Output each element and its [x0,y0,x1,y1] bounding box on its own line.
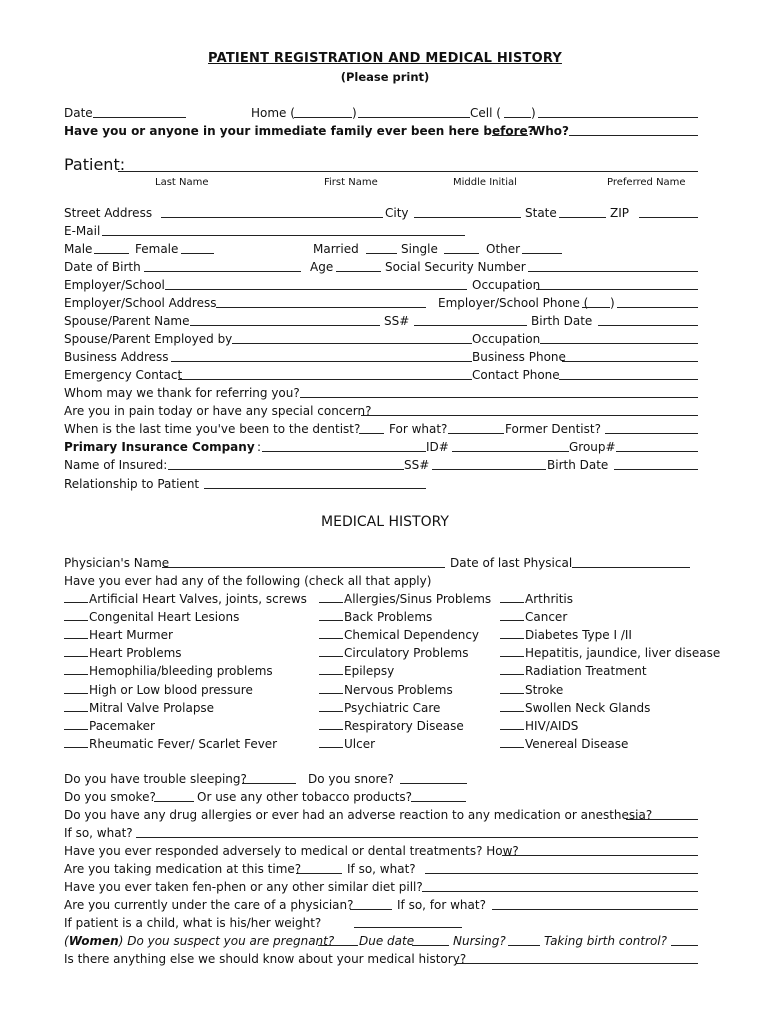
insured-name-field[interactable] [168,469,404,470]
condition-label: Cancer [525,610,568,624]
nursing-field[interactable] [508,945,540,946]
condition-checkbox[interactable] [500,701,524,712]
spouse-name-field[interactable] [190,325,380,326]
employer-field[interactable] [165,289,467,290]
last-dentist-field[interactable] [359,433,384,434]
condition-label: Swollen Neck Glands [525,701,651,715]
spouse-occupation-label: Occupation [472,332,541,346]
women-label: Women [68,934,119,948]
condition-checkbox[interactable] [500,664,524,675]
spouse-name-label: Spouse/Parent Name [64,314,190,328]
condition-item [64,609,334,625]
due-date-label: Due date [359,934,415,948]
email-label: E-Mail [64,224,101,238]
referring-field[interactable] [300,397,698,398]
condition-entry [64,718,155,734]
spouse-row [64,313,704,329]
female-field[interactable] [181,253,214,254]
condition-entry [319,700,440,716]
condition-checkbox[interactable] [319,719,343,730]
group-field[interactable] [616,451,698,452]
condition-checkbox[interactable] [64,664,88,675]
married-label: Married [313,242,359,256]
condition-entry [64,663,273,679]
who-field[interactable] [569,135,698,136]
condition-entry [319,645,468,661]
condition-entry [500,682,563,698]
insured-ss-label: SS# [404,458,430,472]
form-title: PATIENT REGISTRATION AND MEDICAL HISTORY [208,51,562,66]
relationship-label: Relationship to Patient [64,477,200,491]
condition-entry [64,609,239,625]
medication-what-field[interactable] [425,873,698,874]
dob-row [64,259,704,275]
condition-entry [64,736,277,752]
smoke-field[interactable] [154,801,194,802]
condition-checkbox[interactable] [64,592,88,603]
street-label: Street Address [64,206,153,220]
women-open-paren: ( [64,934,69,948]
condition-checkbox[interactable] [64,610,88,621]
condition-entry [500,591,573,607]
condition-checkbox[interactable] [319,646,343,657]
condition-checkbox[interactable] [500,646,524,657]
age-field[interactable] [336,271,381,272]
business-address-field[interactable] [171,361,472,362]
condition-checkbox[interactable] [319,610,343,621]
conditions-instructions: Have you ever had any of the following (check all that apply) [64,574,432,588]
insured-ss-field[interactable] [432,469,546,470]
condition-entry [319,609,432,625]
medication-label: Are you taking medication at this time? [64,862,302,876]
dob-field[interactable] [144,271,301,272]
medication-row [64,861,704,877]
single-label: Single [401,242,438,256]
condition-entry [319,627,479,643]
condition-entry [500,718,578,734]
allergies-what-field[interactable] [136,837,698,838]
condition-label: Heart Murmer [89,628,173,642]
referring-row [64,385,704,401]
women-row [64,933,704,949]
condition-entry [64,591,307,607]
insurance-label: Primary Insurance Company [64,440,255,454]
male-field[interactable] [94,253,129,254]
last-name-caption: Last Name [155,177,209,188]
physician-label: Physician's Name [64,556,170,570]
condition-checkbox[interactable] [64,628,88,639]
last-physical-label: Date of last Physical [450,556,573,570]
condition-label: Radiation Treatment [525,664,647,678]
home-label: Home ( [251,106,295,120]
tobacco-field[interactable] [411,801,466,802]
condition-checkbox[interactable] [319,683,343,694]
preferred-name-caption: Preferred Name [607,177,686,188]
condition-label: Hemophilia/bleeding problems [89,664,273,678]
adverse-field[interactable] [502,855,698,856]
married-field[interactable] [366,253,397,254]
occupation-field[interactable] [536,289,698,290]
smoke-label: Do you smoke? [64,790,156,804]
male-label: Male [64,242,93,256]
physician-care-label: Are you currently under the care of a physician? [64,898,354,912]
condition-checkbox[interactable] [500,683,524,694]
employer-address-row [64,295,704,311]
other-label: Other [486,242,521,256]
medication-what-label: If so, what? [347,862,416,876]
pain-label: Are you in pain today or have any special concern? [64,404,372,418]
condition-checkbox[interactable] [319,701,343,712]
spouse-ss-field[interactable] [414,325,527,326]
condition-label: Nervous Problems [344,683,453,697]
city-label: City [385,206,409,220]
family-question: Have you or anyone in your immediate family ever been here before? [64,124,535,138]
physician-row [64,555,704,571]
condition-entry [500,736,628,752]
condition-item [500,591,770,607]
condition-entry [500,627,632,643]
condition-label: Chemical Dependency [344,628,480,642]
due-date-field[interactable] [412,945,449,946]
condition-entry [319,682,453,698]
condition-label: Back Problems [344,610,433,624]
for-what-label: For what? [389,422,448,436]
condition-checkbox[interactable] [319,628,343,639]
employer-phone-label: Employer/School Phone ( [438,296,589,310]
condition-item [64,645,334,661]
condition-checkbox[interactable] [500,628,524,639]
business-address-label: Business Address [64,350,169,364]
former-dentist-label: Former Dentist? [505,422,601,436]
child-weight-field[interactable] [354,927,462,928]
physician-care-field[interactable] [350,909,392,910]
drug-allergies-field[interactable] [626,819,698,820]
condition-checkbox[interactable] [64,701,88,712]
condition-checkbox[interactable] [64,737,88,748]
physician-for-field[interactable] [492,909,698,910]
employer-area-code-field[interactable] [582,307,610,308]
date-label: Date [64,106,93,120]
fenphen-field[interactable] [422,891,698,892]
condition-item [64,736,334,752]
employer-label: Employer/School [64,278,165,292]
spouse-employed-field[interactable] [232,343,472,344]
business-phone-field[interactable] [562,361,698,362]
condition-entry [319,591,491,607]
insured-birth-date-field[interactable] [614,469,698,470]
employer-address-field[interactable] [216,307,426,308]
form-subtitle: (Please print) [340,70,430,84]
insured-name-label: Name of Insured: [64,458,168,472]
pregnant-label: ) Do you suspect you are pregnant? [118,934,335,948]
who-label: Who? [532,124,569,138]
insurance-id-label: ID# [426,440,449,454]
snore-field[interactable] [400,783,467,784]
allergies-what-label: If so, what? [64,826,133,840]
physician-for-label: If so, for what? [397,898,486,912]
condition-entry [319,718,464,734]
snore-label: Do you snore? [308,772,394,786]
child-weight-row [64,915,704,931]
birth-control-field[interactable] [671,945,698,946]
women-question [64,933,334,949]
condition-checkbox[interactable] [500,719,524,730]
condition-item [500,700,770,716]
condition-item [64,663,334,679]
patient-name-field[interactable] [118,171,698,172]
pain-field[interactable] [361,415,698,416]
city-field[interactable] [414,217,521,218]
emergency-row [64,367,704,383]
anything-else-label: Is there anything else we should know about your medical history? [64,952,467,966]
insurance-field[interactable] [262,451,426,452]
condition-item [64,682,334,698]
condition-label: Psychiatric Care [344,701,441,715]
business-phone-label: Business Phone [472,350,566,364]
family-row [64,123,704,139]
physician-field[interactable] [162,567,445,568]
date-field[interactable] [93,117,186,118]
condition-entry [500,645,720,661]
physician-care-row [64,897,704,913]
employer-address-label: Employer/School Address [64,296,217,310]
condition-item [500,627,770,643]
anything-else-row [64,951,704,967]
other-field[interactable] [522,253,562,254]
cell-label: Cell ( [470,106,501,120]
condition-label: Arthritis [525,592,574,606]
for-what-field[interactable] [448,433,504,434]
cell-phone-field[interactable] [538,117,698,118]
middle-initial-caption: Middle Initial [453,177,517,188]
spouse-occupation-field[interactable] [540,343,698,344]
contact-row [64,105,704,121]
condition-label: Allergies/Sinus Problems [344,592,492,606]
condition-label: Mitral Valve Prolapse [89,701,215,715]
pain-row [64,403,704,419]
condition-item [64,700,334,716]
relationship-row [64,476,704,492]
address-row [64,205,704,221]
ssn-field[interactable] [528,271,698,272]
condition-checkbox[interactable] [500,610,524,621]
spouse-birth-date-label: Birth Date [531,314,593,328]
condition-checkbox[interactable] [319,664,343,675]
insurance-id-field[interactable] [452,451,569,452]
allergies-what-row [64,825,704,841]
condition-item [500,682,770,698]
condition-entry [64,645,182,661]
zip-field[interactable] [639,217,698,218]
cell-paren: ) [531,106,536,120]
nursing-label: Nursing? [453,934,506,948]
ssn-label: Social Security Number [385,260,526,274]
family-answer-field[interactable] [492,135,528,136]
group-label: Group# [569,440,616,454]
child-weight-label: If patient is a child, what is his/her weight? [64,916,322,930]
email-field[interactable] [102,235,465,236]
occupation-label: Occupation [472,278,541,292]
spouse-birth-date-field[interactable] [598,325,698,326]
condition-entry [500,700,650,716]
emergency-field[interactable] [178,379,472,380]
tobacco-label: Or use any other tobacco products? [197,790,413,804]
fenphen-label: Have you ever taken fen-phen or any other similar diet pill? [64,880,423,894]
condition-entry [500,609,567,625]
condition-checkbox[interactable] [500,592,524,603]
condition-item [64,718,334,734]
condition-label: Rheumatic Fever/ Scarlet Fever [89,737,278,751]
home-area-code-field[interactable] [294,117,352,118]
medical-history-heading: MEDICAL HISTORY [321,514,449,530]
gender-marital-row [64,241,704,257]
condition-item [64,627,334,643]
condition-entry [64,682,253,698]
condition-label: Circulatory Problems [344,646,469,660]
condition-checkbox[interactable] [64,719,88,730]
condition-checkbox[interactable] [319,737,343,748]
drug-allergies-label: Do you have any drug allergies or ever had an adverse reaction to any medication or anesthesia? [64,808,653,822]
condition-label: Pacemaker [89,719,155,733]
condition-checkbox[interactable] [64,646,88,657]
age-label: Age [310,260,334,274]
condition-item [500,663,770,679]
condition-label: Stroke [525,683,564,697]
home-paren: ) [352,106,357,120]
condition-entry [319,663,394,679]
condition-item [500,645,770,661]
cell-area-code-field[interactable] [504,117,531,118]
pregnant-field[interactable] [318,945,358,946]
condition-label: Hepatitis, jaundice, liver disease [525,646,721,660]
adverse-label: Have you ever responded adversely to medical or dental treatments? How? [64,844,519,858]
condition-entry [64,700,214,716]
zip-label: ZIP [610,206,629,220]
female-label: Female [135,242,179,256]
condition-entry [500,663,647,679]
anything-else-field[interactable] [456,963,698,964]
condition-label: Venereal Disease [525,737,629,751]
spouse-ss-label: SS# [384,314,410,328]
email-row [64,223,704,239]
medication-field[interactable] [296,873,342,874]
insurance-row [64,439,704,455]
last-physical-field[interactable] [572,567,690,568]
insured-row [64,457,704,473]
former-dentist-field[interactable] [605,433,698,434]
condition-checkbox[interactable] [500,737,524,748]
spouse-employed-label: Spouse/Parent Employed by [64,332,233,346]
condition-label: HIV/AIDS [525,719,579,733]
home-phone-field[interactable] [358,117,470,118]
dob-label: Date of Birth [64,260,141,274]
condition-label: Diabetes Type I /II [525,628,632,642]
condition-checkbox[interactable] [64,683,88,694]
employer-row [64,277,704,293]
last-dentist-label: When is the last time you've been to the dentist? [64,422,361,436]
contact-phone-label: Contact Phone [472,368,560,382]
emergency-label: Emergency Contact [64,368,183,382]
condition-label: Epilepsy [344,664,395,678]
patient-label: Patient: [64,155,126,174]
condition-label: Heart Problems [89,646,182,660]
condition-label: Artificial Heart Valves, joints, screws [89,592,307,606]
street-field[interactable] [161,217,383,218]
first-name-caption: First Name [324,177,378,188]
condition-item [500,609,770,625]
condition-entry [64,627,173,643]
condition-item [500,718,770,734]
drug-allergies-row [64,807,704,823]
birth-control-label: Taking birth control? [544,934,667,948]
condition-item [500,736,770,752]
adverse-row [64,843,704,859]
smoke-row [64,789,704,805]
sleep-row [64,771,704,787]
single-field[interactable] [444,253,479,254]
condition-label: Ulcer [344,737,376,751]
state-field[interactable] [559,217,606,218]
sleeping-field[interactable] [242,783,296,784]
conditions-instructions-row [64,573,704,589]
state-label: State [525,206,557,220]
relationship-field[interactable] [204,488,426,489]
condition-entry [319,736,375,752]
condition-label: Respiratory Disease [344,719,464,733]
insurance-colon: : [257,440,262,454]
condition-label: High or Low blood pressure [89,683,253,697]
insured-birth-date-label: Birth Date [547,458,609,472]
fenphen-row [64,879,704,895]
condition-item [64,591,334,607]
employer-phone-field[interactable] [617,307,698,308]
employer-phone-paren: ) [610,296,615,310]
condition-label: Congenital Heart Lesions [89,610,240,624]
sleeping-label: Do you have trouble sleeping? [64,772,247,786]
dentist-row [64,421,704,437]
referring-label: Whom may we thank for referring you? [64,386,300,400]
business-row [64,349,704,365]
spouse-employer-row [64,331,704,347]
contact-phone-field[interactable] [559,379,698,380]
condition-checkbox[interactable] [319,592,343,603]
